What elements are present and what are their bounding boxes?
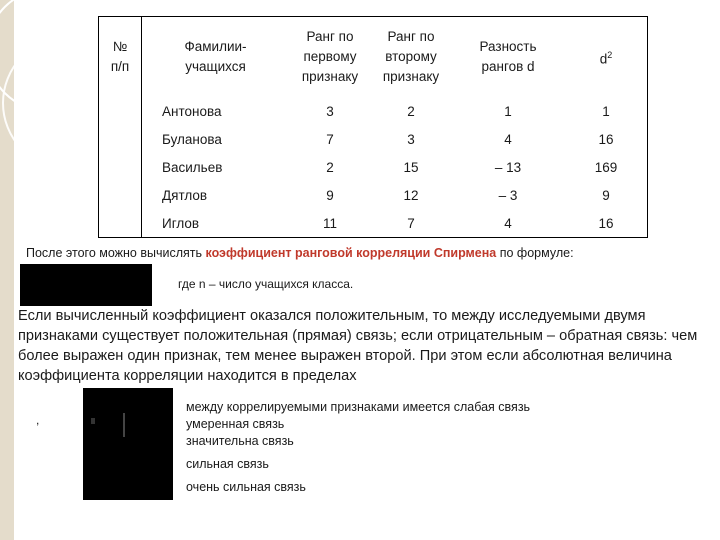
table-row [99,125,648,153]
cell-rank-2: 3 [407,131,415,147]
formula-image [20,264,152,306]
cell-difference: 1 [504,103,512,119]
table-row [99,181,648,209]
cell-name: Антонова [162,103,222,119]
cell-rank-2: 2 [407,103,415,119]
stray-comma: , [36,413,40,427]
cell-name: Иглов [142,209,290,238]
cell-d-squared: 1 [565,97,648,125]
strength-significant: значительна связь [186,434,294,448]
strength-strong: сильная связь [186,457,269,471]
cell-name: Васильев [162,159,223,175]
strength-moderate: умеренная связь [186,417,285,431]
table-row [99,153,648,181]
header-surname: Фамилии- учащихся [142,17,290,98]
cell-difference: 4 [451,209,565,238]
explanation-paragraph: Если вычисленный коэффициент оказался положительным, то между исследуемыми двумя признаками существует положительная (прямая) связь; если отрицательным – обратная связь: чем более выражен один признак, тем менее выражен второй. При этом если абсолютная величина коэффициента корреляции находится в пределах [18,308,698,384]
cell-rank-1: 7 [326,131,334,147]
formula-intro: После этого можно вычислять коэффициент ранговой корреляции Спирмена по формуле: [26,246,574,260]
cell-rank-1: 3 [326,103,334,119]
cell-d-squared: 9 [565,181,648,209]
header-rank-difference: Разность рангов d [451,17,565,98]
formula-note: где n – число учащихся класса. [178,277,354,291]
ranges-image [83,388,173,500]
table-row [99,97,648,125]
cell-rank-1: 2 [326,159,334,175]
cell-name: Буланова [162,131,222,147]
spearman-term: коэффициент ранговой корреляции Спирмена [205,246,497,260]
cell-rank-1: 11 [289,209,371,238]
header-number: № п/п [99,17,142,98]
strength-weak: между коррелируемыми признаками имеется слабая связь [186,400,531,414]
cell-difference: – 3 [498,187,518,203]
cell-rank-2: 15 [403,159,419,175]
header-d-squared: $d^2$ [565,17,648,98]
cell-d-squared: 169 [565,153,648,181]
cell-rank-2: 12 [403,187,419,203]
cell-difference: 4 [504,131,512,147]
header-rank-1: Ранг по первому признаку [289,17,371,98]
cell-difference: – 13 [494,159,522,175]
table-row [99,209,648,238]
rank-table [98,16,648,238]
header-rank-2: Ранг по второму признаку [371,17,451,98]
cell-d-squared: 16 [565,125,648,153]
cell-d-squared: 16 [565,209,648,238]
cell-rank-1: 9 [326,187,334,203]
cell-name: Дятлов [162,187,208,203]
strength-very-strong: очень сильная связь [186,480,306,494]
cell-rank-2: 7 [371,209,451,238]
